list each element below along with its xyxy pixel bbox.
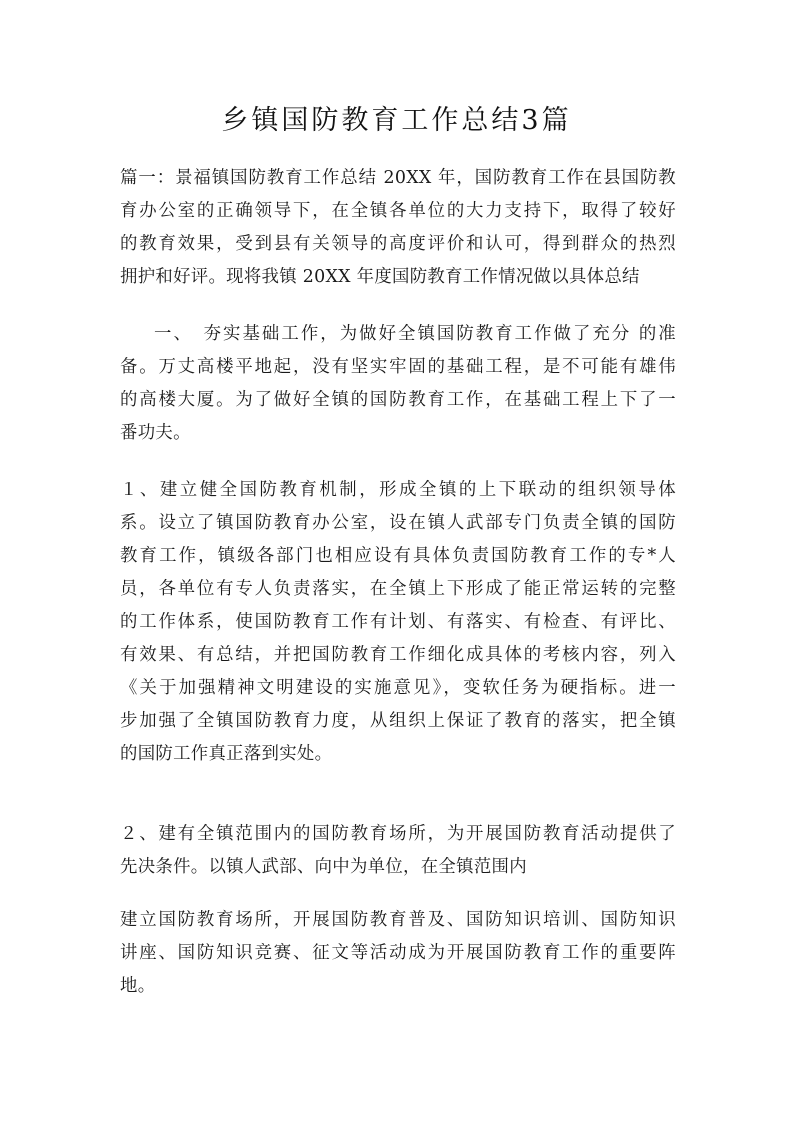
text-line: 地。 xyxy=(120,976,156,996)
text-line: 讲座、国防知识竞赛、征文等活动成为开展国防教育工作的重要阵 xyxy=(120,943,676,963)
text-line: 番功夫。 xyxy=(120,423,191,443)
text-line: ２、建有全镇范围内的国防教育场所，为开展国防教育活动提供了 xyxy=(120,824,676,844)
paragraph-item-2-continued xyxy=(120,904,676,1003)
text-line: 备。万丈高楼平地起，没有坚实牢固的基础工程，是不可能有雄伟 xyxy=(120,357,676,377)
text-line: 的国防工作真正落到实处。 xyxy=(120,744,333,764)
text-line: 的高楼大厦。为了做好全镇的国防教育工作，在基础工程上下了一 xyxy=(120,390,676,410)
text-line: 的教育效果，受到县有关领导的高度评价和认可，得到群众的热烈 xyxy=(120,234,676,254)
text-line: １、建立健全国防教育机制，形成全镇的上下联动的组织领导体 xyxy=(120,480,676,500)
text-line: 先决条件。以镇人武部、向中为单位，在全镇范围内 xyxy=(120,857,527,877)
section-heading-line: 一、 夯实基础工作，为做好全镇国防教育工作做了充分 的准 xyxy=(154,324,676,344)
text-line: 篇一：景福镇国防教育工作总结 20XX 年，国防教育工作在县国防教 xyxy=(120,168,676,188)
paragraph-item-2 xyxy=(120,818,676,884)
text-line: 拥护和好评。现将我镇 20XX 年度国防教育工作情况做以具体总结 xyxy=(120,267,640,287)
document-title: 乡镇国防教育工作总结3篇 xyxy=(221,105,572,136)
text-line: 员，各单位有专人负责落实，在全镇上下形成了能正常运转的完整 xyxy=(120,579,676,599)
text-line: 的工作体系，使国防教育工作有计划、有落实、有检查、有评比、 xyxy=(120,612,676,632)
text-line: 建立国防教育场所，开展国防教育普及、国防知识培训、国防知识 xyxy=(120,910,676,930)
text-line: 《关于加强精神文明建设的实施意见》，变软任务为硬指标。进一 xyxy=(120,678,676,698)
paragraph-section-one xyxy=(120,318,676,450)
text-line: 有效果、有总结，并把国防教育工作细化成具体的考核内容，列入 xyxy=(120,645,676,665)
text-line: 育办公室的正确领导下，在全镇各单位的大力支持下，取得了较好 xyxy=(120,201,676,221)
text-line: 步加强了全镇国防教育力度，从组织上保证了教育的落实，把全镇 xyxy=(120,711,676,731)
text-line: 系。设立了镇国防教育办公室，设在镇人武部专门负责全镇的国防 xyxy=(120,513,676,533)
paragraph-item-1 xyxy=(120,474,676,771)
paragraph-intro xyxy=(120,162,676,294)
text-line: 教育工作，镇级各部门也相应设有具体负责国防教育工作的专*人 xyxy=(120,546,676,566)
